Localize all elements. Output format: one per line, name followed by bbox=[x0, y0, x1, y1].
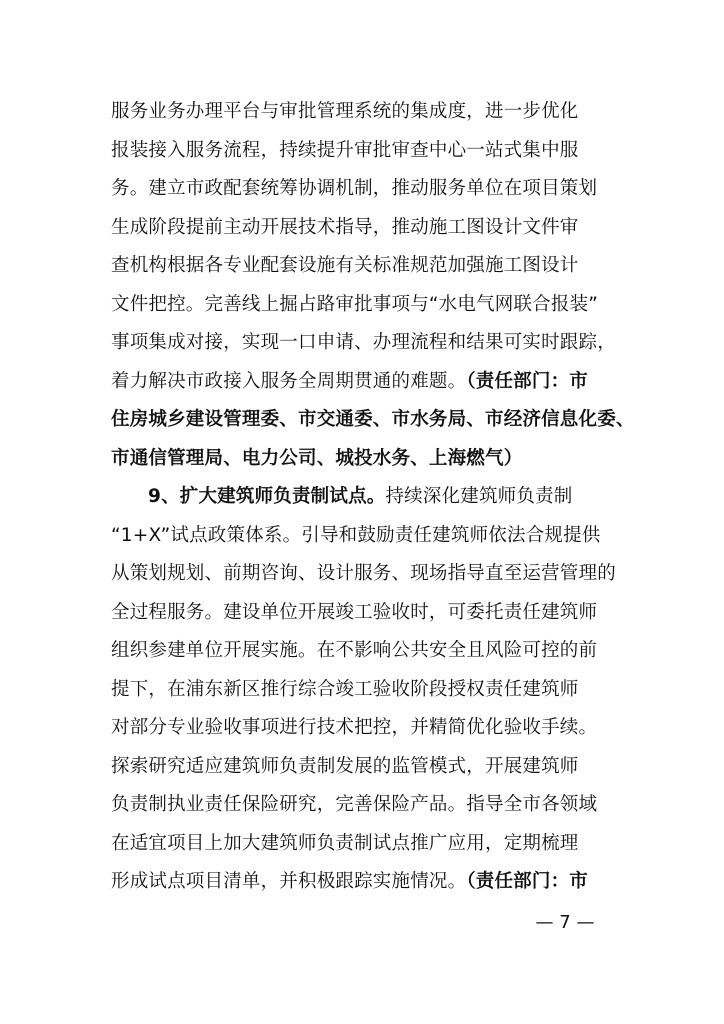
paragraph-line: 务。建立市政配套统筹协调机制，推动服务单位在项目策划 bbox=[111, 178, 598, 199]
line-text: 持续深化建筑师负责制 bbox=[385, 486, 573, 507]
paragraph-line: 事项集成对接，实现一口申请、办理流程和结果可实时跟踪， bbox=[111, 332, 616, 353]
paragraph-line: 从策划规划、前期咨询、设计服务、现场指导直至运营管理的 bbox=[111, 563, 616, 584]
paragraph-line: 生成阶段提前主动开展技术指导，推动施工图设计文件审 bbox=[111, 216, 579, 238]
paragraph-line: “1+X”试点政策体系。引导和鼓励责任建筑师依法合规提供 bbox=[111, 524, 601, 546]
paragraph-line: 探索研究适应建筑师负责制发展的监管模式，开展建筑师 bbox=[111, 755, 579, 777]
line-text: 着力解决市政接入服务全周期贯通的难题。 bbox=[111, 370, 467, 392]
section-heading-line bbox=[111, 478, 631, 517]
responsible-departments-label: （责任部门：市 bbox=[466, 871, 588, 892]
paragraph-line: 提下，在浦东新区推行综合竣工验收阶段授权责任建筑师 bbox=[111, 678, 579, 700]
responsible-departments-label: （责任部门：市 bbox=[466, 370, 588, 392]
body-text bbox=[111, 93, 635, 902]
responsible-departments: 市通信管理局、电力公司、城投水务、上海燃气） bbox=[111, 447, 523, 469]
line-text: 形成试点项目清单，并积极跟踪实施情况。 bbox=[111, 871, 467, 892]
paragraph-line: 负责制执业责任保险研究，完善保险产品。指导全市各领域 bbox=[111, 794, 598, 815]
paragraph-line-mixed bbox=[111, 863, 631, 902]
responsible-departments: 住房城乡建设管理委、市交通委、市水务局、市经济信息化委、 bbox=[111, 409, 635, 430]
paragraph-line: 文件把控。完善线上掘占路审批事项与“水电气网联合报装” bbox=[111, 293, 599, 315]
paragraph-line: 全过程服务。建设单位开展竣工验收时，可委托责任建筑师 bbox=[111, 601, 598, 623]
paragraph-line: 报装接入服务流程，持续提升审批审查中心一站式集中服 bbox=[111, 139, 579, 161]
paragraph-line: 查机构根据各专业配套设施有关标准规范加强施工图设计 bbox=[111, 255, 579, 276]
paragraph-line: 对部分专业验收事项进行技术把控，并精简优化验收手续。 bbox=[111, 717, 598, 738]
page-number: — 7 — bbox=[535, 912, 595, 933]
paragraph-line: 在适宜项目上加大建筑师负责制试点推广应用，定期梳理 bbox=[111, 832, 579, 854]
section-heading: 9、扩大建筑师负责制试点。 bbox=[148, 486, 386, 507]
paragraph-line: 服务业务办理平台与审批管理系统的集成度，进一步优化 bbox=[111, 101, 579, 122]
paragraph-line: 组织参建单位开展实施。在不影响公共安全且风险可控的前 bbox=[111, 640, 598, 661]
paragraph-line-mixed bbox=[111, 363, 631, 402]
